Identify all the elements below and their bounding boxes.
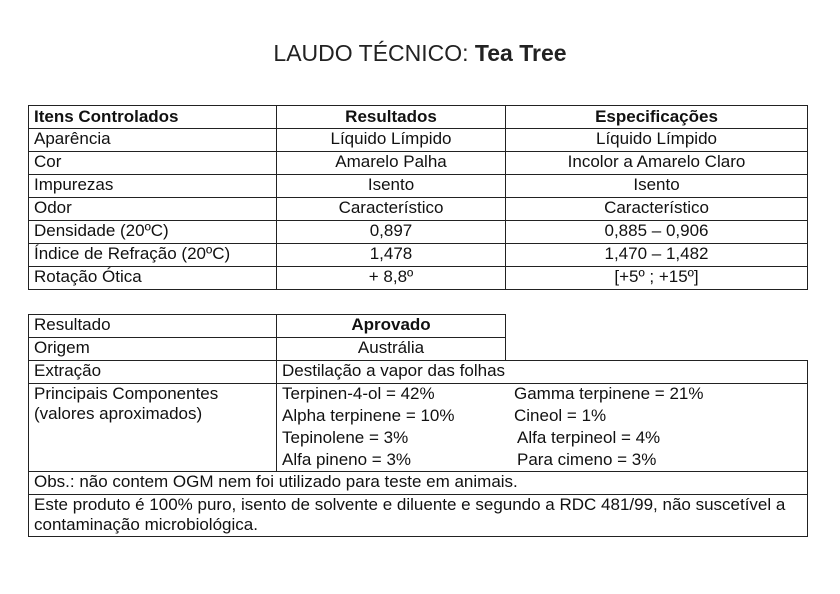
purity-row (29, 495, 808, 537)
components-label-line2: (valores aproximados) (34, 404, 203, 423)
origin-value: Austrália (277, 338, 506, 361)
result-cell: + 8,8º (277, 267, 506, 290)
controls-table (28, 105, 808, 290)
table-row (29, 244, 808, 267)
purity-note: Este produto é 100% puro, isento de solvente e diluente e segundo a RDC 481/99, não suscetível a contaminação microbiológica. (29, 495, 808, 537)
components-row (29, 384, 808, 472)
item-cell: Cor (29, 152, 277, 175)
spec-cell: [+5º ; +15º] (506, 267, 808, 290)
table-row (29, 129, 808, 152)
component-item: Alfa pineno = 3% (282, 450, 412, 469)
spec-cell: Líquido Límpido (506, 129, 808, 152)
result-value: Aprovado (277, 315, 506, 338)
title-product: Tea Tree (474, 40, 567, 66)
spec-cell: 0,885 – 0,906 (506, 221, 808, 244)
extraction-value: Destilação a vapor das folhas (277, 361, 808, 384)
header-specs: Especificações (506, 106, 808, 129)
table-row (29, 221, 808, 244)
item-cell: Aparência (29, 129, 277, 152)
result-cell: Isento (277, 175, 506, 198)
table-row (29, 175, 808, 198)
empty-cell (506, 315, 808, 338)
spec-cell: 1,470 – 1,482 (506, 244, 808, 267)
header-results: Resultados (277, 106, 506, 129)
result-cell: Líquido Límpido (277, 129, 506, 152)
result-label: Resultado (29, 315, 277, 338)
extraction-row (29, 361, 808, 384)
result-row (29, 315, 808, 338)
table-row (29, 152, 808, 175)
spec-cell: Isento (506, 175, 808, 198)
components-list (277, 384, 808, 472)
item-cell: Densidade (20ºC) (29, 221, 277, 244)
component-item: Cineol = 1% (514, 406, 607, 425)
document-title (0, 40, 840, 67)
controls-header-row (29, 106, 808, 129)
empty-cell (506, 338, 808, 361)
component-item: Alpha terpinene = 10% (282, 406, 455, 425)
extraction-label: Extração (29, 361, 277, 384)
component-item: Terpinen-4-ol = 42% (282, 384, 435, 403)
item-cell: Odor (29, 198, 277, 221)
info-table (28, 314, 808, 537)
item-cell: Índice de Refração (20ºC) (29, 244, 277, 267)
result-cell: 0,897 (277, 221, 506, 244)
spec-cell: Incolor a Amarelo Claro (506, 152, 808, 175)
component-item: Tepinolene = 3% (282, 428, 409, 447)
table-row (29, 198, 808, 221)
result-cell: 1,478 (277, 244, 506, 267)
spec-cell: Característico (506, 198, 808, 221)
origin-row (29, 338, 808, 361)
item-cell: Impurezas (29, 175, 277, 198)
component-item: Alfa terpineol = 4% (517, 428, 661, 447)
components-label-line1: Principais Componentes (34, 384, 219, 403)
component-item: Para cimeno = 3% (517, 450, 657, 469)
header-items: Itens Controlados (29, 106, 277, 129)
result-cell: Característico (277, 198, 506, 221)
obs-text: Obs.: não contem OGM nem foi utilizado para teste em animais. (29, 472, 808, 495)
table-row (29, 267, 808, 290)
item-cell: Rotação Ótica (29, 267, 277, 290)
title-prefix: LAUDO TÉCNICO: (273, 40, 475, 66)
result-cell: Amarelo Palha (277, 152, 506, 175)
component-item: Gamma terpinene = 21% (514, 384, 704, 403)
obs-row (29, 472, 808, 495)
components-label (29, 384, 277, 472)
origin-label: Origem (29, 338, 277, 361)
